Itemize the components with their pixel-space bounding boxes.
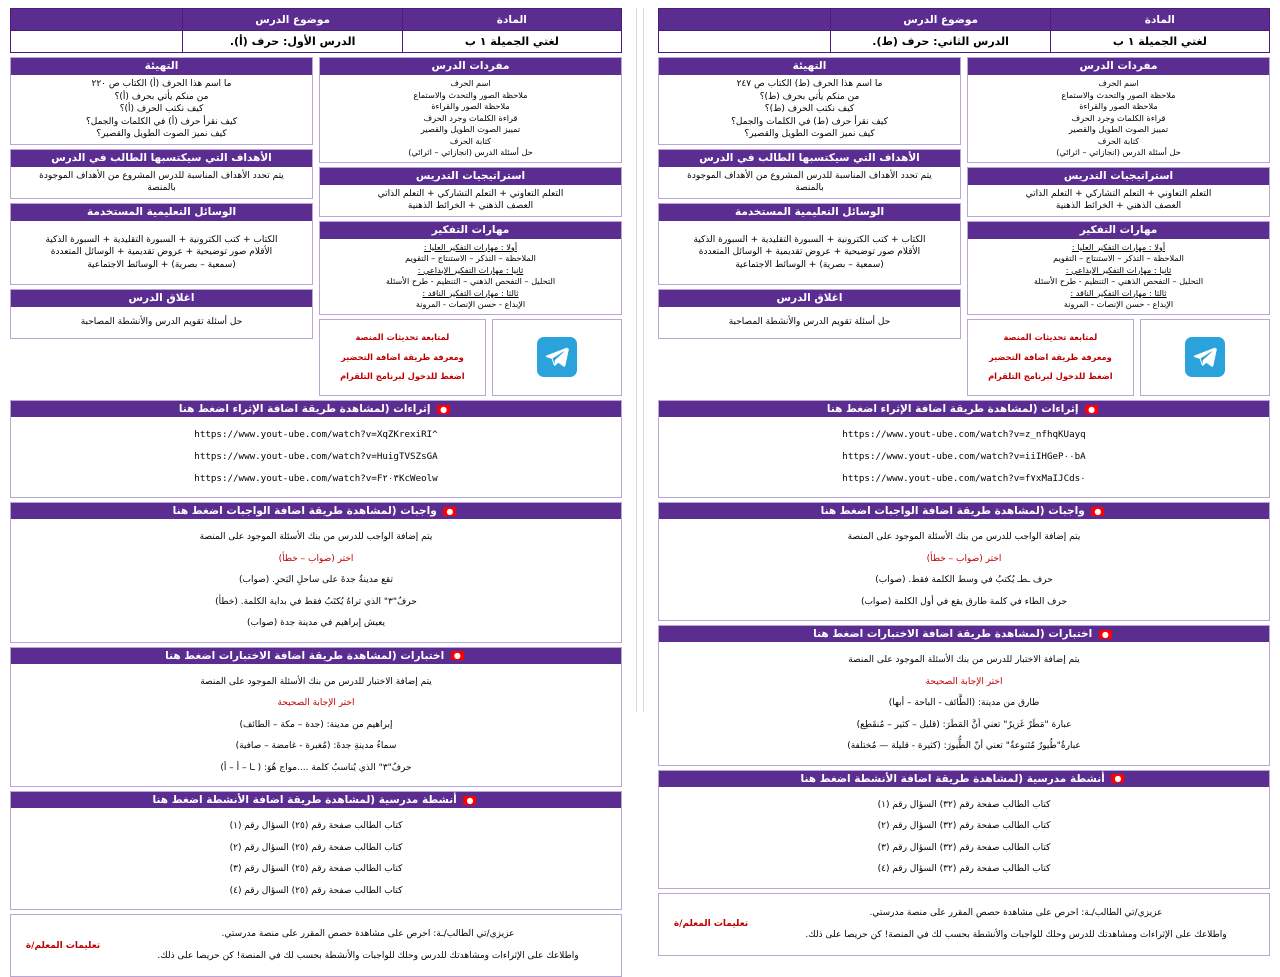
record-badge-icon: ● [1111,774,1124,783]
box-anshita [10,791,622,910]
text-line: كتاب الطالب صفحة رقم (٣٢) السؤال رقم (٣) [877,842,1051,853]
text-line: حل أسئلة الدرس (انجازاتي – اثرائي) [408,147,533,157]
box-title: الوسائل التعليمية المستخدمة [11,204,312,221]
text-line: كتاب الطالب صفحة رقم (٢٥) السؤال رقم (١) [229,821,403,832]
text-line: اضغط للدخول لبرنامج التلقرام [988,371,1113,382]
text-line: كتاب الطالب صفحة رقم (٢٥) السؤال رقم (٣) [229,864,403,875]
text-line: ما اسم هذا الحرف (ط) الكتاب ص ٢٤٧ [736,79,883,89]
text-line: الأقلام صور توضيحية + عروض تقديمية + الوسائل المتعددة [50,247,273,257]
column-right [10,57,313,396]
header-col-blank [11,9,183,31]
text-line: كتاب الطالب صفحة رقم (٣٢) السؤال رقم (٤) [877,864,1051,875]
text-line: ملاحظة الصور والقراءة [431,101,510,111]
record-badge-icon: ● [443,507,456,516]
link-line[interactable]: https://www.yout-ube.com/watch?v=F٢٠٣KcWeolw [194,472,438,484]
box-title[interactable] [11,401,621,417]
box-title-text: إثراءات (لمشاهدة طريقة اضافة الإثراء اضغط هنا [826,403,1079,416]
box-title[interactable] [659,401,1269,417]
link-line[interactable]: https://www.yout-ube.com/watch?v=XqZKrexiRI^ [194,429,438,441]
box-body [11,808,621,909]
text-line: الملاحظة – التذكر – الاستنتاج – التقويم [1053,253,1184,263]
box-ithraat [10,400,622,498]
text-line: اختر الإجابة الصحيحة [925,676,1003,687]
text-line: يعيش إبراهيم في مدينة جدة (صواب) [247,618,385,629]
text-line: من منكم يأتي بحرف (أ)؟ [114,91,209,102]
box-body [11,167,312,198]
teacher-instructions-text [115,915,621,976]
record-badge-icon: ● [451,651,464,660]
box-body [659,417,1269,497]
header-value-subject: لغتي الجميلة ١ ب [402,31,621,53]
text-line: تمييز الصوت الطويل والقصير [420,124,521,134]
box-title: مفردات الدرس [320,58,621,75]
text-line: العصف الذهني + الخرائط الذهنية [1055,201,1182,211]
box-title: التهيئة [659,58,960,75]
text-line: اختر الإجابة الصحيحة [277,698,355,709]
text-line: واطلاعك على الإثراءات ومشاهدتك للدرس وحلك للواجبات والأنشطة بحسب لك في المنصة! كن حريصا على ذلك. [805,929,1227,940]
text-line: يتم إضافة الاختبار للدرس من بنك الأسئلة الموجود على المنصة [200,676,432,687]
header-value-blank [659,31,831,53]
box-title-text: أنشطة مدرسية (لمشاهدة طريقة اضافة الأنشطة اضغط هنا [800,772,1105,785]
text-line: عبارة "مَطَرٌ غَزيرٌ" تعني أنَّ المَطَرَ: (قليل – كثير – مُنقَطِع) [856,719,1072,730]
box-title: الوسائل التعليمية المستخدمة [659,204,960,221]
text-line: حرف الطاء في كلمة طارق يقع في أول الكلمة (صواب) [860,596,1068,607]
teacher-instructions [10,914,622,977]
text-line: كيف نقرأ حرف (أ) في الكلمات والجمل؟ [86,116,237,127]
box-title[interactable] [659,626,1269,642]
box-ighlaq [10,289,313,339]
header-col-blank [659,9,831,31]
box-body [320,239,621,314]
text-line: ثالثا : مهارات التفكير الناقد : [1070,287,1167,298]
box-title: اغلاق الدرس [659,290,960,307]
text-line: اختر (صواب – خطأ) [926,553,1002,564]
box-title: استراتيجيات التدريس [320,168,621,185]
text-line: كتاب الطالب صفحة رقم (٣٢) السؤال رقم (٢) [877,821,1051,832]
text-line: يتم تحدد الأهداف المناسبة للدرس المشروع من الأهداف الموجودة [39,170,284,181]
link-line[interactable]: https://www.yout-ube.com/watch?v=f٧xMaIJCds٠ [842,472,1086,484]
header-value-blank [11,31,183,53]
box-title[interactable] [11,792,621,808]
record-badge-icon: ● [437,405,450,414]
text-line: تقع مدينةُ جدةَ على ساحلِ البَحرِ. (صواب) [238,575,393,586]
text-line: يتم إضافة الواجب للدرس من بنك الأسئلة الموجود على المنصة [199,532,433,543]
box-title: مفردات الدرس [968,58,1269,75]
text-line: كيف نميز الصوت الطويل والقصير؟ [744,129,875,139]
record-badge-icon: ● [1085,405,1098,414]
text-line: ثانيا : مهارات التفكير الإبداعي : [1065,264,1172,275]
text-line: كتابة الحرف [449,135,492,146]
box-wasail [658,203,961,286]
teacher-instructions-text [763,894,1269,955]
text-line: الإبداع - حسن الإنصات - المرونة [415,299,526,309]
header-col-topic: موضوع الدرس [831,9,1050,31]
text-line: اسم الحرف [1098,78,1139,88]
text-line: يتم إضافة الاختبار للدرس من بنك الأسئلة الموجود على المنصة [848,655,1080,666]
text-line: اسم الحرف [450,78,491,88]
box-title: اغلاق الدرس [11,290,312,307]
teacher-instructions-label: تعليمات المعلم/ة [25,940,101,951]
sheet-header-table [658,8,1270,53]
text-line: طارق من مدينة: (الطَّائف - الباحة – أبها) [888,698,1040,709]
text-line: يتم إضافة الواجب للدرس من بنك الأسئلة الموجود على المنصة [847,532,1081,543]
text-line: كتاب الطالب صفحة رقم (٢٥) السؤال رقم (٤) [229,885,403,896]
box-title-text: واجبات (لمشاهدة طريقة اضافة الواجبات اضغط هنا [820,505,1085,518]
box-ithraat [658,400,1270,498]
text-line: كتاب الطالب صفحة رقم (٢٥) السؤال رقم (٢) [229,842,403,853]
text-line: بالمنصة [795,183,824,193]
header-col-topic: موضوع الدرس [183,9,402,31]
teacher-instructions-label: تعليمات المعلم/ة [673,919,749,930]
text-line: ملاحظة الصور والتحدث والاستماع [413,89,528,100]
record-badge-icon: ● [1091,507,1104,516]
text-line: عبارةُ"طُيورٌ مُتَنوعةٌ" تعني أنّ الطُّيورَ: (كثيرة - قليلة — مُختلفة) [847,741,1081,752]
box-title[interactable] [11,648,621,664]
box-body [11,664,621,787]
box-mufradat [967,57,1270,163]
text-line: عزيزي/تي الطالب/ـة: احرص على مشاهدة حصص المقرر على منصة مدرستي. [869,907,1163,918]
text-line: الملاحظة – التذكر – الاستنتاج – التقويم [405,253,536,263]
box-title: الأهداف التي سيكتسبها الطالب في الدرس [11,150,312,167]
box-title[interactable] [659,771,1269,787]
text-line: كيف نميز الصوت الطويل والقصير؟ [96,129,227,139]
box-title-text: اختبارات (لمشاهدة طريقة اضافة الاختبارات اضغط هنا [813,628,1093,641]
header-value-subject: لغتي الجميلة ١ ب [1050,31,1269,53]
box-body [320,75,621,162]
box-anshita [658,770,1270,889]
box-body [659,75,960,144]
text-line: (سمعية – بصرية) + الوسائط الاجتماعية [735,259,884,270]
header-col-subject: المادة [1050,9,1269,31]
text-line: (سمعية – بصرية) + الوسائط الاجتماعية [87,259,236,270]
box-istratijiat [319,167,622,217]
text-line: أولا : مهارات التفكير العليا : [1071,241,1166,252]
box-maharat [967,221,1270,315]
text-line: يتم تحدد الأهداف المناسبة للدرس المشروع من الأهداف الموجودة [687,170,932,181]
text-line: حل أسئلة الدرس (انجازاتي – اثرائي) [1056,147,1181,157]
text-line: عزيزي/تي الطالب/ـة: احرص على مشاهدة حصص المقرر على منصة مدرستي. [221,929,515,940]
link-line[interactable]: https://www.yout-ube.com/watch?v=HuigTVSZsGA [194,451,438,463]
two-column-area [10,57,622,396]
telegram-row [319,319,622,397]
box-title[interactable] [659,503,1269,519]
box-ahdaf [10,149,313,199]
text-line: حل أسئلة تقويم الدرس والأنشطة المصاحبة [80,317,243,327]
lesson-sheet-left [658,8,1270,940]
box-body [659,519,1269,620]
text-line: التعلم التعاوني + التعلم التشاركي + التعلم الذاتي [377,188,564,199]
text-line: حرفُ"٣" الذي تراهُ يُكتَبُ فقط في بداية الكلمة. (خطأ) [215,596,417,607]
box-ahdaf [658,149,961,199]
box-title: استراتيجيات التدريس [968,168,1269,185]
text-line: أولا : مهارات التفكير العليا : [423,241,518,252]
box-body [11,519,621,642]
box-body [968,239,1269,314]
box-title: الأهداف التي سيكتسبها الطالب في الدرس [659,150,960,167]
box-title-text: اختبارات (لمشاهدة طريقة اضافة الاختبارات اضغط هنا [165,649,445,662]
text-line: حل أسئلة تقويم الدرس والأنشطة المصاحبة [728,317,891,327]
text-line: لمتابعة تحديثات المنصة [1003,331,1098,342]
text-line: كيف نكتب الحرف (ط)؟ [764,104,855,114]
text-line: ما اسم هذا الحرف (أ) الكتاب ص ٢٢٠ [91,79,232,89]
telegram-note [319,319,486,397]
box-body [11,75,312,144]
text-line: اختر (صواب – خطأ) [278,553,354,564]
box-title: التهيئة [11,58,312,75]
box-title[interactable] [11,503,621,519]
box-ighlaq [658,289,961,339]
text-line: سماءُ مدينةِ جدةَ: (مُغبرة - غامضة – صافية) [235,741,397,752]
text-line: كيف نقرأ حرف (ط) في الكلمات والجمل؟ [731,116,888,127]
box-ikhtibarat [658,625,1270,766]
link-line[interactable]: https://www.yout-ube.com/watch?v=z_nfhqKUayq [842,429,1086,441]
box-body [659,787,1269,888]
text-line: الكتاب + كتب الكترونية + السبورة التقليدية + السبورة الذكية [45,234,278,245]
box-ikhtibarat [10,647,622,788]
text-line: كيف نكتب الحرف (أ)؟ [119,104,204,114]
box-body [659,642,1269,765]
header-value-topic: الدرس الأول: حرف (أ). [183,31,402,53]
record-badge-icon: ● [1099,630,1112,639]
text-line: اضغط للدخول لبرنامج التلقرام [340,371,465,382]
text-line: لمتابعة تحديثات المنصة [355,331,450,342]
text-line: كتابة الحرف [1097,135,1140,146]
text-line: التحليل – التفحص الذهني – التنظيم - طرح الأسئلة [385,276,556,286]
text-line: من منكم يأتي بحرف (ط)؟ [759,91,860,102]
text-line: العصف الذهني + الخرائط الذهنية [407,201,534,211]
telegram-note [967,319,1134,397]
record-badge-icon: ● [463,796,476,805]
teacher-instructions [658,893,1270,956]
column-left [967,57,1270,396]
box-wajibat [10,502,622,643]
text-line: إبراهيم من مدينة: (جدة – مكة – الطائف) [239,719,393,730]
telegram-icon[interactable] [1185,337,1225,377]
text-line: حرف ـطـ يُكتبُ في وسط الكلمة فقط. (صواب) [875,575,1053,586]
box-title-text: إثراءات (لمشاهدة طريقة اضافة الإثراء اضغط هنا [178,403,431,416]
box-body [11,307,312,338]
two-column-area [658,57,1270,396]
text-line: قراءة الكلمات وجرد الحرف [423,112,518,123]
telegram-icon[interactable] [537,337,577,377]
text-line: بالمنصة [147,183,176,193]
sheet-divider [636,8,644,712]
lesson-sheet-right [10,8,622,962]
sheet-header-table [10,8,622,53]
box-body [11,221,312,285]
column-left [319,57,622,396]
link-line[interactable]: https://www.yout-ube.com/watch?v=iiIHGeP٠٠bA [842,451,1086,463]
box-maharat [319,221,622,315]
text-line: ملاحظة الصور والقراءة [1079,101,1158,111]
text-line: قراءة الكلمات وجرد الحرف [1071,112,1166,123]
box-mufradat [319,57,622,163]
box-body [659,167,960,198]
box-body [320,185,621,216]
text-line: الكتاب + كتب الكترونية + السبورة التقليدية + السبورة الذكية [693,234,926,245]
telegram-row [967,319,1270,397]
text-line: التحليل – التفحص الذهني – التنظيم - طرح الأسئلة [1033,276,1204,286]
text-line: كتاب الطالب صفحة رقم (٣٢) السؤال رقم (١) [877,799,1051,810]
text-line: الإبداع - حسن الإنصات - المرونة [1063,299,1174,309]
text-line: ملاحظة الصور والتحدث والاستماع [1061,89,1176,100]
text-line: ومعرفة طريقة اضافة التحضير [988,351,1112,362]
box-body [659,221,960,285]
box-title: مهارات التفكير [968,222,1269,239]
box-title-text: واجبات (لمشاهدة طريقة اضافة الواجبات اضغط هنا [172,505,437,518]
header-col-subject: المادة [402,9,621,31]
box-tahiah [10,57,313,145]
text-line: واطلاعك على الإثراءات ومشاهدتك للدرس وحلك للواجبات والأنشطة بحسب لك في المنصة! كن حريصا على ذلك. [157,951,579,962]
text-line: التعلم التعاوني + التعلم التشاركي + التعلم الذاتي [1025,188,1212,199]
box-wasail [10,203,313,286]
box-body [11,417,621,497]
box-body [968,185,1269,216]
box-tahiah [658,57,961,145]
box-wajibat [658,502,1270,621]
telegram-icon-cell[interactable] [1140,319,1270,397]
box-body [968,75,1269,162]
box-title-text: أنشطة مدرسية (لمشاهدة طريقة اضافة الأنشطة اضغط هنا [152,794,457,807]
header-value-topic: الدرس الثاني: حرف (ط). [831,31,1050,53]
box-body [659,307,960,338]
text-line: ومعرفة طريقة اضافة التحضير [340,351,464,362]
text-line: ثانيا : مهارات التفكير الإبداعي : [417,264,524,275]
text-line: تمييز الصوت الطويل والقصير [1068,124,1169,134]
box-title: مهارات التفكير [320,222,621,239]
column-right [658,57,961,396]
text-line: حرفُ"٣" الذي يُناسبُ كلمة ....مواج هُوَ: ( ـا – أ – أ) [220,762,412,773]
box-istratijiat [967,167,1270,217]
telegram-icon-cell[interactable] [492,319,622,397]
text-line: ثالثا : مهارات التفكير الناقد : [422,287,519,298]
text-line: الأقلام صور توضيحية + عروض تقديمية + الوسائل المتعددة [698,247,921,257]
